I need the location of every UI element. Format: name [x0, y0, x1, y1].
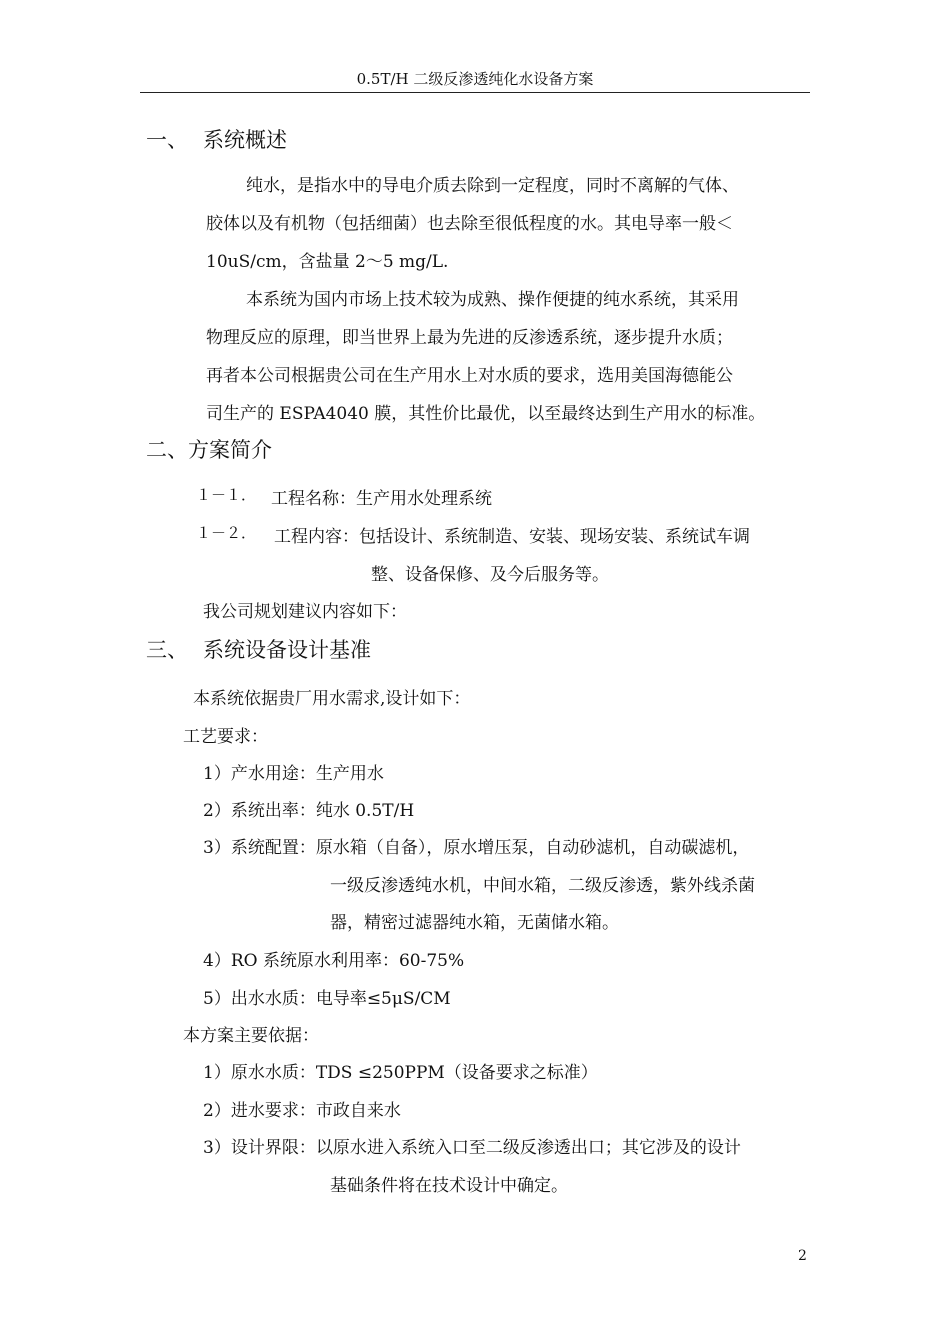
- requirement-item-continuation: 器，精密过滤器纯水箱，无菌储水箱。: [330, 913, 619, 933]
- section1-title: 系统概述: [203, 128, 287, 152]
- header-divider: [140, 92, 810, 93]
- section1-p1-line2: 胶体以及有机物（包括细菌）也去除至很低程度的水。其电导率一般＜: [206, 214, 733, 234]
- section3-requirements-heading: 工艺要求：: [183, 727, 268, 747]
- section2-note: 我公司规划建议内容如下：: [203, 602, 407, 622]
- document-header-title: 0.5T/H 二级反渗透纯化水设备方案: [356, 70, 594, 88]
- requirement-item: 1）产水用途：生产用水: [203, 764, 384, 784]
- section1-p2-line4: 司生产的 ESPA4040 膜，其性价比最优，以至最终达到生产用水的标准。: [206, 404, 766, 424]
- section1-p2-line3: 再者本公司根据贵公司在生产用水上对水质的要求，选用美国海德能公: [206, 366, 733, 386]
- section3-number: 三、: [146, 638, 188, 662]
- section2-item2-continuation: 整、设备保修、及今后服务等。: [371, 565, 609, 585]
- section3-basis-heading: 本方案主要依据：: [183, 1026, 319, 1046]
- basis-item: 3）设计界限：以原水进入系统入口至二级反渗透出口；其它涉及的设计: [203, 1138, 741, 1158]
- section3-title: 系统设备设计基准: [203, 638, 371, 662]
- requirement-item-continuation: 一级反渗透纯水机，中间水箱，二级反渗透，紫外线杀菌: [330, 876, 755, 896]
- basis-item-continuation: 基础条件将在技术设计中确定。: [330, 1176, 568, 1196]
- section2-item1-text: 工程名称：生产用水处理系统: [271, 489, 492, 509]
- section1-p2-line2: 物理反应的原理，即当世界上最为先进的反渗透系统，逐步提升水质；: [206, 328, 733, 348]
- section2-item2-text: 工程内容：包括设计、系统制造、安装、现场安装、系统试车调: [274, 527, 750, 547]
- requirement-item: 4）RO 系统原水利用率：60-75%: [203, 951, 465, 971]
- section1-p1-line3: 10uS/cm，含盐量 2～5 mg/L.: [206, 252, 449, 272]
- section1-number: 一、: [146, 128, 188, 152]
- section3-intro: 本系统依据贵厂用水需求,设计如下：: [193, 689, 471, 709]
- requirement-item: 3）系统配置：原水箱（自备），原水增压泵，自动砂滤机，自动碳滤机，: [203, 838, 750, 858]
- requirement-item: 2）系统出率：纯水 0.5T/H: [203, 801, 415, 821]
- page-number: 2: [798, 1248, 807, 1264]
- section2-title: 二、方案简介: [146, 438, 272, 462]
- basis-item: 1）原水水质：TDS ≤250PPM（设备要求之标准）: [203, 1063, 598, 1083]
- section2-item2-number: １－２．: [196, 524, 257, 542]
- requirement-item: 5）出水水质：电导率≤5μS/CM: [203, 989, 451, 1009]
- section1-p2-line1: 本系统为国内市场上技术较为成熟、操作便捷的纯水系统，其采用: [246, 290, 739, 310]
- section2-item1-number: １－１．: [196, 486, 257, 504]
- basis-item: 2）进水要求：市政自来水: [203, 1101, 401, 1121]
- section1-p1-line1: 纯水，是指水中的导电介质去除到一定程度，同时不离解的气体、: [246, 176, 739, 196]
